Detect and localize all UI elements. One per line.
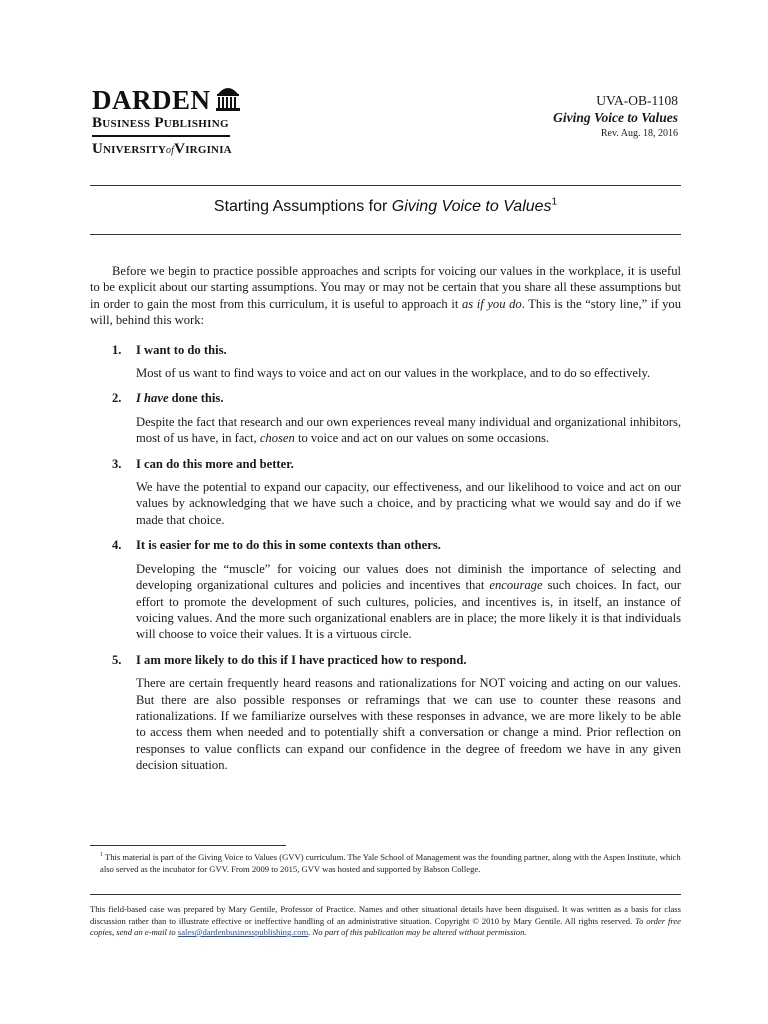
footnote-text: This material is part of the Giving Voice to Values (GVV) curriculum. The Yale School of Management was the founding partner, along with the Aspen Institute, which also served as the incubator for GVV. From 2009 to 2015, GVV was hosted and supported by Babson College. [100,852,681,874]
logo-university [92,140,242,160]
assumption-text-italic: chosen [259,431,295,446]
assumption-title [136,652,466,668]
darden-logo [92,82,242,160]
assumption-number: 3. [112,456,122,471]
assumption-text [90,414,681,447]
assumption-title [136,456,294,472]
assumption-item [90,456,681,529]
assumption-text-a: Most of us want to find ways to voice and act on our values in the workplace, and to do so effectively. [136,366,651,381]
intro-paragraph [90,263,681,329]
assumption-title-text: I can do this more and better. [136,456,294,471]
case-header-info [553,92,678,141]
assumption-text [90,675,681,773]
assumption-item [90,390,681,446]
assumption-title [136,390,223,406]
assumption-number: 5. [112,652,122,667]
assumption-text-b: to voice and act on our values on some occasions. [294,431,550,446]
assumption-text-italic: encourage [489,578,543,593]
assumption-title-text: I am more likely to do this if I have practiced how to respond. [136,652,467,667]
title-footnote-mark: 1 [551,196,558,208]
assumption-item [90,652,681,774]
case-note-permission-text: . No part of this publication may be altered without permission. [308,927,527,937]
assumption-text [90,561,681,643]
case-note-rule [90,894,681,895]
document-title [90,196,681,218]
case-note-text: This field-based case was prepared by Mary Gentile, Professor of Practice. Names and other situational details have been disguised. It was written as a basis for class discussion rather than to illustrate effective or ineffective handling of an administrative situation. Copyright © 2010 by Mary Gentile. All rights reserved. [90,904,681,926]
intro-text-b: . This is the “story line,” if you will, behind this work: [90,296,682,328]
title-italic: Giving Voice to Values [391,198,552,215]
sales-email-link[interactable]: sales@dardenbusinesspublishing.com [177,927,309,937]
assumption-item [90,537,681,642]
assumption-heading [90,390,681,406]
rotunda-icon [214,82,242,112]
assumption-title [136,537,441,553]
revision-date: Rev. Aug. 18, 2016 [600,128,678,139]
assumption-item [90,342,681,382]
assumption-text [90,479,681,528]
logo-of-word: of [165,144,175,156]
logo-divider [92,135,230,137]
assumption-title-text: It is easier for me to do this in some contexts than others. [136,538,441,553]
logo-darden-text: DARDEN [92,85,211,115]
title-bottom-rule [90,234,681,235]
assumption-text-a: There are certain frequently heard reasons and rationalizations for NOT voicing and acting on our values. But there are also possible responses or reframings that we can use to counter these reasons and rationalizations. If we familiarize ourselves with these responses in advance, we are more likely to be able to access them when needed and to potentially shift a conversation or change a mind. Prior reflection on responses to value conflicts can expand our confidence in the degree of freedom we have in any given decision situation. [136,676,681,773]
assumption-heading [90,342,681,358]
assumption-text-a: Developing the “muscle” for voicing our values does not diminish the importance of selecting and developing organizational cultures and policies and incentives that [136,561,681,593]
assumption-text-b: such choices. In fact, our effort to promote the development of such cultures, policies, and incentives is, in itself, an instance of voicing values. And the more such organizational enablers are in place; the more likely it is that individuals will choose to voice their values. It is a virtuous circle. [136,578,681,642]
assumption-text [90,365,681,381]
case-id: UVA-OB-1108 [596,93,678,108]
assumption-heading [90,652,681,668]
assumption-number: 2. [112,391,122,406]
assumption-number: 4. [112,538,122,553]
footnote-mark: 1 [100,852,103,859]
logo-top-row [92,82,242,115]
intro-text-a: Before we begin to practice possible approaches and scripts for voicing our values in the workplace, it is useful to be explicit about our starting assumptions. You may or may not be certain that you share all these assumptions but in order to gain the most from this curriculum, it is useful to approach it [90,264,681,311]
footnote-rule [90,845,286,846]
logo-virginia-word: Virginia [174,140,232,157]
assumption-title-italic: I have [136,391,169,406]
assumption-number: 1. [112,342,122,357]
document-body [90,263,681,783]
assumption-title-text: done this. [168,391,224,406]
footnote [90,852,681,875]
assumption-text-a: Despite the fact that research and our own experiences reveal many individual and organizational inhibitors, most of us have, in fact, [136,414,681,446]
assumption-heading [90,537,681,553]
case-note-order-text: To order free copies, send an e-mail to [90,915,681,937]
assumption-text-a: We have the potential to expand our capacity, our effectiveness, and our likelihood to voice and act on our values by acknowledging that we have such a choice, and by practicing what we would say and do if we made that choice. [136,480,681,527]
assumption-title-text: I want to do this. [136,342,227,357]
title-text: Starting Assumptions for [213,198,392,215]
title-top-rule [90,185,681,186]
case-note [90,904,681,939]
assumption-heading [90,456,681,472]
assumption-title [136,342,227,358]
case-title: Giving Voice to Values [553,110,678,125]
logo-business-publishing: Business Publishing [92,115,229,131]
intro-italic: as if you do [461,296,522,311]
logo-university-word: University [92,140,166,157]
